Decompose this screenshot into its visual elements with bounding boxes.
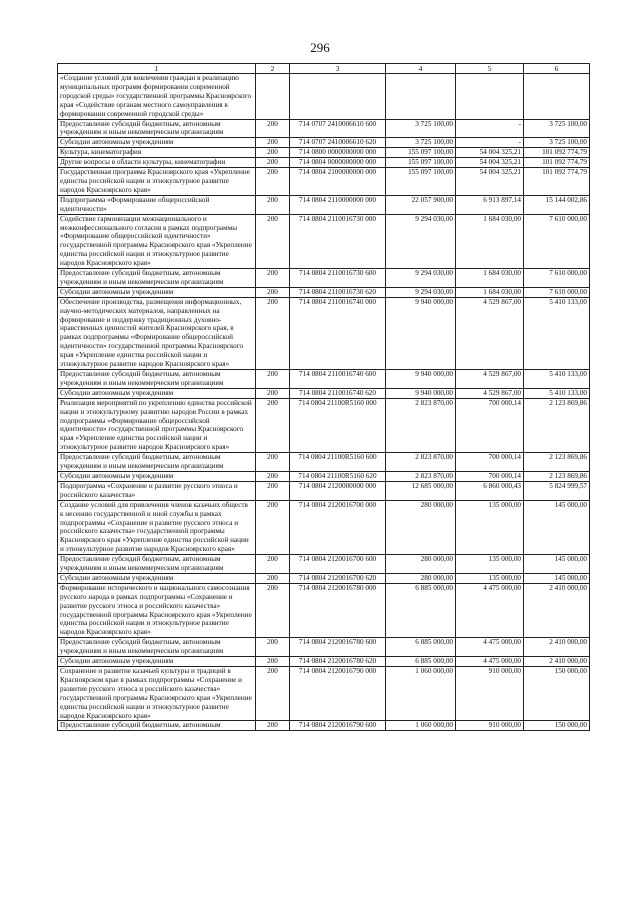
row-code: 200 (256, 297, 290, 369)
row-amount-executed: 54 004 325,21 (456, 168, 524, 196)
table-row (58, 453, 590, 472)
row-amount-remaining: 2 410 000,00 (524, 583, 590, 637)
row-code: 200 (256, 269, 290, 288)
row-amount-approved: 280 000,00 (386, 555, 456, 574)
row-amount-remaining: 101 092 774,79 (524, 168, 590, 196)
row-amount-executed: 6 860 000,43 (456, 481, 524, 500)
row-budget-classification: 714 0804 0000000000 000 (290, 158, 386, 168)
row-budget-classification: 714 0804 2110000000 000 (290, 195, 386, 214)
table-row (58, 297, 590, 369)
table-row (58, 657, 590, 667)
row-description: Государственная программа Красноярского края «Укрепление единства российской нации и этнокультурное развитие народов Красноярского края» (58, 168, 256, 196)
row-amount-executed: - (456, 119, 524, 138)
table-row (58, 398, 590, 452)
row-amount-approved: 1 060 000,00 (386, 667, 456, 721)
row-amount-executed (456, 74, 524, 120)
row-budget-classification: 714 0804 2110016740 620 (290, 388, 386, 398)
row-amount-executed: 1 684 030,00 (456, 269, 524, 288)
row-code: 200 (256, 721, 290, 731)
budget-table (57, 63, 590, 731)
row-amount-remaining: 5 410 133,00 (524, 297, 590, 369)
table-row (58, 74, 590, 120)
row-code: 200 (256, 500, 290, 554)
row-amount-approved: 9 940 000,00 (386, 370, 456, 389)
row-description: Субсидии автономным учреждениям (58, 657, 256, 667)
row-description: Культура, кинематография (58, 148, 256, 158)
row-description: Предоставление субсидий бюджетным, автономным учреждениям и иным некоммерческим организациям (58, 638, 256, 657)
row-budget-classification (290, 74, 386, 120)
row-amount-approved: 2 823 870,00 (386, 398, 456, 452)
table-row (58, 555, 590, 574)
column-header-1: 1 (58, 64, 256, 74)
table-row (58, 287, 590, 297)
row-budget-classification: 714 0800 0000000000 000 (290, 148, 386, 158)
table-row (58, 148, 590, 158)
row-budget-classification: 714 0804 2110016730 600 (290, 269, 386, 288)
row-amount-approved: 9 294 030,00 (386, 287, 456, 297)
row-amount-approved: 3 725 100,00 (386, 138, 456, 148)
row-amount-approved: 2 823 870,00 (386, 453, 456, 472)
row-amount-executed: 910 000,00 (456, 667, 524, 721)
row-amount-executed: 1 684 030,00 (456, 287, 524, 297)
row-amount-approved: 9 940 000,00 (386, 297, 456, 369)
row-code: 200 (256, 398, 290, 452)
row-description: Содействие гармонизации межнационального и межконфессионального согласия в рамках подпрограммы «Формирование общероссийской идентичности» государственной программы Красноярского края «Укрепление единства российской нации и этнокультурное развитие народов Красноярского края» (58, 214, 256, 268)
row-budget-classification: 714 0707 2410006610 600 (290, 119, 386, 138)
row-amount-remaining: 7 610 000,00 (524, 214, 590, 268)
row-amount-executed: 700 000,14 (456, 453, 524, 472)
row-description: Создание условий для привлечения членов казачьих обществ к несению государственной и иной службы в рамках подпрограммы «Сохранение и развитие русского этноса и российского казачества» государственной программы Красноярского края «Укрепление единства российской нации и этнокультурное развитие народов Красноярского края» (58, 500, 256, 554)
row-amount-executed: 135 000,00 (456, 500, 524, 554)
row-budget-classification: 714 0804 21100R5160 620 (290, 471, 386, 481)
row-amount-remaining: 2 410 000,00 (524, 638, 590, 657)
row-amount-executed: 4 475 000,00 (456, 583, 524, 637)
row-amount-approved: 9 294 030,00 (386, 214, 456, 268)
row-amount-remaining: 101 092 774,79 (524, 158, 590, 168)
row-description: «Создание условий для вовлечения граждан в реализацию муниципальных программ формирования современной городской среды» государственной программы Красноярского края «Содействие органам местного самоуправления в формировании современной городской среды» (58, 74, 256, 120)
row-code: 200 (256, 287, 290, 297)
page-number: 296 (310, 40, 330, 55)
row-budget-classification: 714 0804 2120016780 000 (290, 583, 386, 637)
row-amount-executed: 700 000,14 (456, 471, 524, 481)
row-amount-approved: 6 885 000,00 (386, 583, 456, 637)
row-code: 200 (256, 481, 290, 500)
row-amount-executed: 910 000,00 (456, 721, 524, 731)
row-amount-remaining: 5 410 133,00 (524, 370, 590, 389)
row-amount-approved: 6 885 000,00 (386, 657, 456, 667)
row-amount-approved: 280 000,00 (386, 500, 456, 554)
row-code: 200 (256, 555, 290, 574)
row-amount-remaining: 7 610 000,00 (524, 269, 590, 288)
row-amount-remaining: 3 725 100,00 (524, 138, 590, 148)
row-code: 200 (256, 573, 290, 583)
row-amount-executed: 4 529 867,00 (456, 388, 524, 398)
row-code: 200 (256, 453, 290, 472)
row-budget-classification: 714 0804 2120016780 620 (290, 657, 386, 667)
row-amount-remaining: 5 824 999,57 (524, 481, 590, 500)
row-description: Подпрограмма «Формирование общероссийской идентичности» (58, 195, 256, 214)
row-budget-classification: 714 0804 2120016790 600 (290, 721, 386, 731)
row-amount-remaining: 150 000,00 (524, 667, 590, 721)
row-amount-executed: 6 913 897,14 (456, 195, 524, 214)
row-amount-approved (386, 74, 456, 120)
table-row (58, 573, 590, 583)
row-amount-approved: 3 725 100,00 (386, 119, 456, 138)
row-code: 200 (256, 195, 290, 214)
row-description: Субсидии автономным учреждениям (58, 287, 256, 297)
row-budget-classification: 714 0804 2120000000 000 (290, 481, 386, 500)
row-amount-approved: 280 000,00 (386, 573, 456, 583)
row-amount-remaining: 150 000,00 (524, 721, 590, 731)
row-amount-remaining: 2 123 869,86 (524, 453, 590, 472)
row-amount-executed: 135 000,00 (456, 573, 524, 583)
row-amount-executed: 54 004 325,21 (456, 148, 524, 158)
row-amount-approved: 155 097 100,00 (386, 158, 456, 168)
row-budget-classification: 714 0804 21100R5160 000 (290, 398, 386, 452)
row-amount-remaining: 101 092 774,79 (524, 148, 590, 158)
row-amount-approved: 9 940 000,00 (386, 388, 456, 398)
row-description: Предоставление субсидий бюджетным, автономным учреждениям и иным некоммерческим организациям (58, 370, 256, 389)
column-header-2: 2 (256, 64, 290, 74)
table-row (58, 370, 590, 389)
table-row (58, 667, 590, 721)
row-code: 200 (256, 370, 290, 389)
row-amount-approved: 22 057 900,00 (386, 195, 456, 214)
row-amount-remaining: 2 123 869,86 (524, 471, 590, 481)
column-header-3: 3 (290, 64, 386, 74)
table-row (58, 214, 590, 268)
row-amount-executed: 1 684 030,00 (456, 214, 524, 268)
row-amount-executed: 4 529 867,00 (456, 370, 524, 389)
row-amount-executed: 4 475 000,00 (456, 638, 524, 657)
row-amount-executed: 700 000,14 (456, 398, 524, 452)
table-row (58, 638, 590, 657)
row-code: 200 (256, 138, 290, 148)
row-code: 200 (256, 158, 290, 168)
row-code: 200 (256, 214, 290, 268)
table-row (58, 119, 590, 138)
row-amount-executed: - (456, 138, 524, 148)
row-budget-classification: 714 0707 2410006610 620 (290, 138, 386, 148)
row-amount-approved: 155 097 100,00 (386, 168, 456, 196)
row-amount-executed: 4 475 000,00 (456, 657, 524, 667)
table-row (58, 195, 590, 214)
row-description: Субсидии автономным учреждениям (58, 138, 256, 148)
row-description: Предоставление субсидий бюджетным, автономным учреждениям и иным некоммерческим организациям (58, 453, 256, 472)
row-budget-classification: 714 0804 2120016700 620 (290, 573, 386, 583)
row-description: Подпрограмма «Сохранение и развитие русского этноса и российского казачества» (58, 481, 256, 500)
row-amount-remaining: 7 610 000,00 (524, 287, 590, 297)
row-budget-classification: 714 0804 2110016740 600 (290, 370, 386, 389)
table-row (58, 500, 590, 554)
row-amount-remaining: 15 144 002,86 (524, 195, 590, 214)
row-code: 200 (256, 583, 290, 637)
table-header-row (58, 64, 590, 74)
row-amount-remaining: 2 123 869,86 (524, 398, 590, 452)
row-amount-approved: 6 885 000,00 (386, 638, 456, 657)
table-row (58, 388, 590, 398)
row-amount-approved: 12 685 000,00 (386, 481, 456, 500)
table-row (58, 583, 590, 637)
row-code: 200 (256, 119, 290, 138)
row-amount-approved: 1 060 000,00 (386, 721, 456, 731)
column-header-6: 6 (524, 64, 590, 74)
column-header-4: 4 (386, 64, 456, 74)
row-description: Предоставление субсидий бюджетным, автономным учреждениям и иным некоммерческим организациям (58, 269, 256, 288)
row-budget-classification: 714 0804 2120016700 600 (290, 555, 386, 574)
row-code: 200 (256, 471, 290, 481)
row-budget-classification: 714 0804 2120016780 600 (290, 638, 386, 657)
row-description: Субсидии автономным учреждениям (58, 388, 256, 398)
row-description: Предоставление субсидий бюджетным, автономным учреждениям и иным некоммерческим организациям (58, 555, 256, 574)
row-description: Предоставление субсидий бюджетным, автономным учреждениям и иным некоммерческим организациям (58, 119, 256, 138)
row-code: 200 (256, 148, 290, 158)
row-amount-executed: 4 529 867,00 (456, 297, 524, 369)
row-budget-classification: 714 0804 2110016730 620 (290, 287, 386, 297)
row-amount-executed: 54 004 325,21 (456, 158, 524, 168)
table-row (58, 168, 590, 196)
table-row (58, 721, 590, 731)
table-row (58, 471, 590, 481)
row-description: Субсидии автономным учреждениям (58, 573, 256, 583)
row-code: 200 (256, 168, 290, 196)
row-amount-remaining: 145 000,00 (524, 555, 590, 574)
row-description: Обеспечение производства, размещения информационных, научно-методических материалов, направленных на формирование и поддержку традиционных духовно-нравственных ценностей жителей Красноярского края, в рамках подпрограммы «Формирование общероссийской идентичности» государственной программы Красноярского края «Укрепление единства российской нации и этнокультурное развитие народов Красноярского края» (58, 297, 256, 369)
row-budget-classification: 714 0804 2110016740 000 (290, 297, 386, 369)
row-amount-remaining: 2 410 000,00 (524, 657, 590, 667)
row-budget-classification: 714 0804 2100000000 000 (290, 168, 386, 196)
row-description: Реализация мероприятий по укреплению единства российской нации и этнокультурному развитию народов России в рамках подпрограммы «Формирование общероссийской идентичности» государственной программы Красноярского края «Укрепление единства российской нации и этнокультурное развитие народов Красноярского края» (58, 398, 256, 452)
row-amount-approved: 2 823 870,00 (386, 471, 456, 481)
row-amount-remaining: 145 000,00 (524, 573, 590, 583)
row-code: 200 (256, 657, 290, 667)
row-budget-classification: 714 0804 21100R5160 600 (290, 453, 386, 472)
row-description: Другие вопросы в области культуры, кинематографии (58, 158, 256, 168)
row-amount-remaining: 3 725 100,00 (524, 119, 590, 138)
row-amount-remaining: 145 000,00 (524, 500, 590, 554)
table-body (58, 74, 590, 731)
row-description: Субсидии автономным учреждениям (58, 471, 256, 481)
row-code: 200 (256, 667, 290, 721)
table-row (58, 138, 590, 148)
table-row (58, 158, 590, 168)
row-budget-classification: 714 0804 2110016730 000 (290, 214, 386, 268)
row-budget-classification: 714 0804 2120016700 000 (290, 500, 386, 554)
table-row (58, 481, 590, 500)
row-amount-approved: 9 294 030,00 (386, 269, 456, 288)
row-amount-executed: 135 000,00 (456, 555, 524, 574)
row-code: 200 (256, 638, 290, 657)
row-amount-approved: 155 097 100,00 (386, 148, 456, 158)
row-amount-remaining (524, 74, 590, 120)
row-description: Предоставление субсидий бюджетным, автономным (58, 721, 256, 731)
row-description: Формирование исторического и национального самосознания русского народа в рамках подпрограммы «Сохранение и развитие русского этноса и российского казачества» государственной программы Красноярского края «Укрепление единства российской нации и этнокультурное развитие народов Красноярского края» (58, 583, 256, 637)
row-amount-remaining: 5 410 133,00 (524, 388, 590, 398)
row-code: 200 (256, 388, 290, 398)
row-description: Сохранение и развитие казачьей культуры и традиций в Красноярском крае в рамках подпрограммы «Сохранение и развитие русского этноса и российского казачества» государственной программы Красноярского края «Укрепление единства российской нации и этнокультурное развитие народов Красноярского края» (58, 667, 256, 721)
column-header-5: 5 (456, 64, 524, 74)
row-budget-classification: 714 0804 2120016790 000 (290, 667, 386, 721)
table-row (58, 269, 590, 288)
row-code (256, 74, 290, 120)
